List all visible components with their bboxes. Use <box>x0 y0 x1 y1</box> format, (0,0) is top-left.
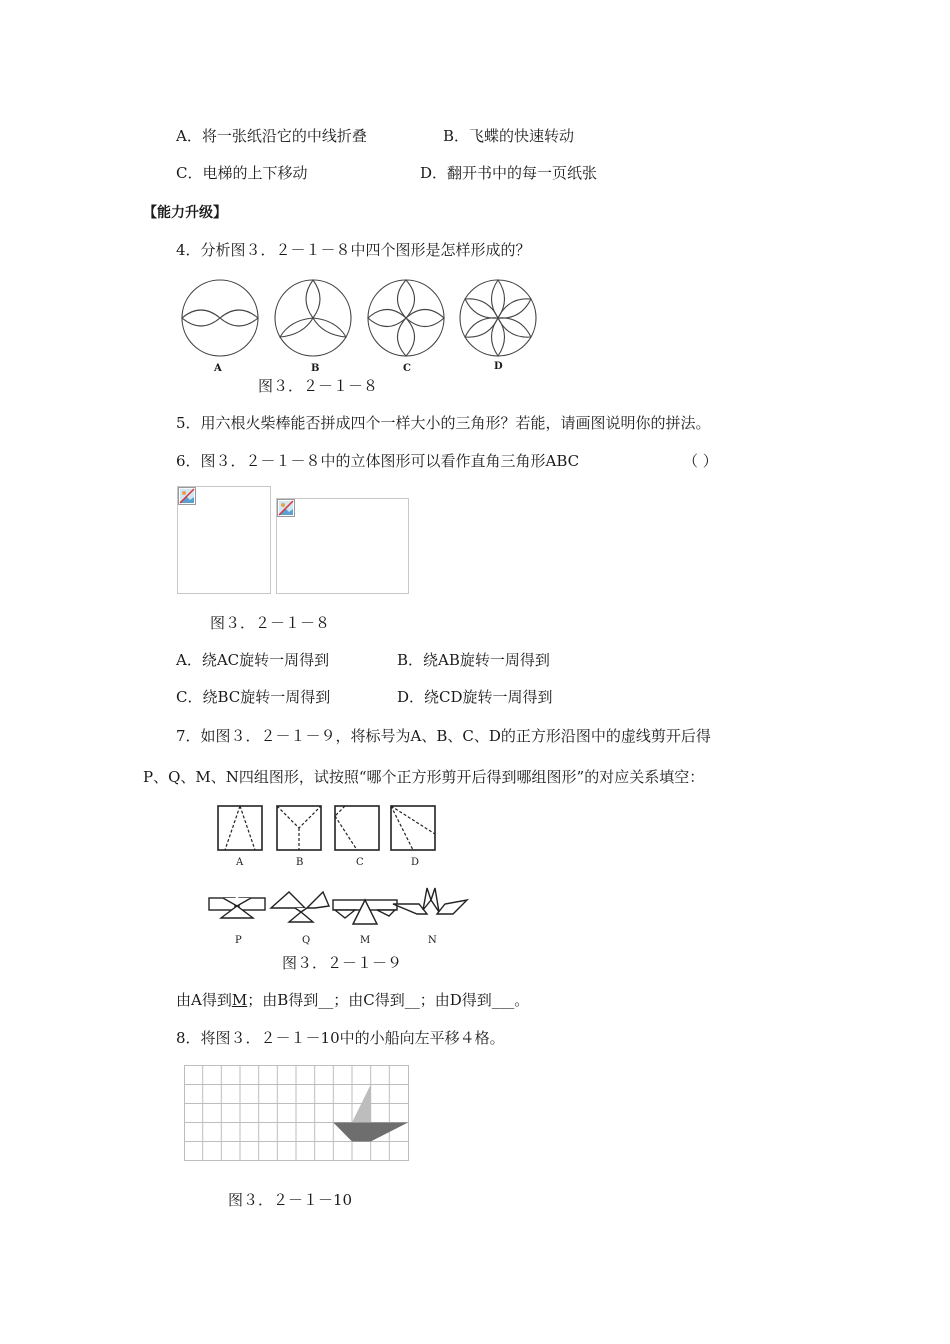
q4-circles-figure <box>178 276 544 376</box>
q4-text: 4．分析图３．２－１－８中四个图形是怎样形成的？ <box>176 241 531 259</box>
q4-caption: 图３．２－１－８ <box>258 377 379 395</box>
q3-option-a: A．将一张纸沿它的中线折叠 <box>176 127 367 145</box>
q4-label-a: A <box>214 363 222 374</box>
q7-text-line1: 7．如图３．２－１－９，将标号为A、B、C、D的正方形沿图中的虚线剪开后得 <box>176 727 711 745</box>
q7-piece-label-m: M <box>360 935 371 946</box>
q6-caption: 图３．２－１－８ <box>210 614 331 632</box>
q5-text: 5．用六根火柴棒能否拼成四个一样大小的三角形？若能，请画图说明你的拼法。 <box>176 414 711 432</box>
q7-square-label-b: B <box>296 857 304 868</box>
q7-piece-label-n: N <box>428 935 437 946</box>
q8-caption: 图３．２－１－10 <box>228 1191 353 1209</box>
q7-caption: 图３．２－１－９ <box>282 954 403 972</box>
q3-option-d: D．翻开书中的每一页纸张 <box>420 164 598 182</box>
q4-label-c: C <box>403 363 411 374</box>
piece-group-p <box>209 898 265 918</box>
square-c <box>335 806 379 850</box>
q7-square-label-c: C <box>356 857 364 868</box>
q7-squares-figure <box>215 804 440 852</box>
grid <box>185 1066 409 1161</box>
q7-text-line2: P、Q、M、N四组图形，试按照“哪个正方形剪开后得到哪组图形”的对应关系填空： <box>143 768 705 786</box>
q3-option-c: C．电梯的上下移动 <box>176 164 308 182</box>
q7-answer-a: M <box>231 991 248 1009</box>
q4-label-b: B <box>311 363 320 374</box>
circle-figure-d <box>460 280 536 356</box>
broken-image-icon <box>178 487 196 505</box>
broken-image-placeholder-1 <box>177 486 271 594</box>
piece-group-n <box>393 888 467 914</box>
q7-answer-prefix: 由A得到 <box>176 991 232 1009</box>
q8-grid-boat-figure <box>184 1065 410 1163</box>
section-title: 【能力升级】 <box>143 205 227 221</box>
broken-image-icon <box>277 499 295 517</box>
q6-answer-paren: （ ） <box>683 452 718 470</box>
circle-figure-b <box>275 280 351 356</box>
boat <box>333 1085 408 1142</box>
q4-label-d: D <box>494 361 503 372</box>
q8-text: 8．将图３．２－１－10中的小船向左平移４格。 <box>176 1029 505 1047</box>
circle-figure-a <box>182 280 258 356</box>
q7-square-label-d: D <box>411 857 420 868</box>
q6-option-b: B．绕AB旋转一周得到 <box>397 651 550 669</box>
q7-pieces-figure <box>205 884 470 934</box>
q6-option-d: D．绕CD旋转一周得到 <box>397 688 553 706</box>
q7-square-label-a: A <box>236 857 244 868</box>
q6-option-a: A．绕AC旋转一周得到 <box>176 651 330 669</box>
square-a <box>218 806 262 850</box>
q7-answer-rest: ；由B得到__；由C得到__；由D得到___。 <box>247 991 530 1009</box>
piece-group-q <box>271 892 329 922</box>
q6-text: 6．图３．２－１－８中的立体图形可以看作直角三角形ABC <box>176 452 580 470</box>
q3-option-b: B．飞蝶的快速转动 <box>443 127 575 145</box>
q6-option-c: C．绕BC旋转一周得到 <box>176 688 331 706</box>
q7-piece-label-q: Q <box>302 935 311 946</box>
square-d <box>391 806 435 850</box>
broken-image-placeholder-2 <box>276 498 409 594</box>
circle-figure-c <box>368 280 444 356</box>
q7-answer-line <box>176 990 529 1010</box>
piece-group-m <box>333 900 397 924</box>
q7-piece-label-p: P <box>235 935 242 946</box>
